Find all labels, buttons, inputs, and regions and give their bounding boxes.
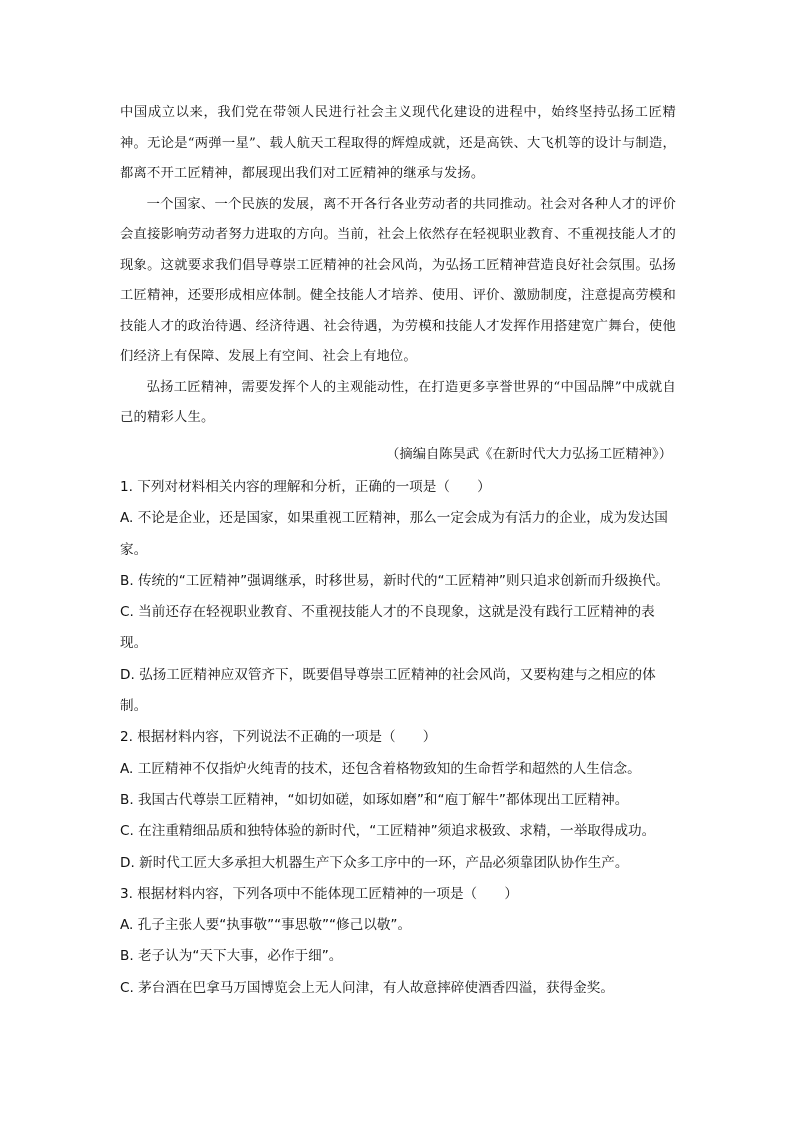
question-1-stem: 1. 下列对材料相关内容的理解和分析，正确的一项是（ ）: [120, 479, 491, 495]
question-3-stem: 3. 根据材料内容，下列各项中不能体现工匠精神的一项是（ ）: [120, 885, 518, 902]
question-1-option-a: A. 不论是企业，还是国家，如果重视工匠精神，那么一定会成为有活力的企业，成为发达国家。: [120, 510, 668, 558]
question-2-option-d: D. 新时代工匠大多承担大机器生产下众多工序中的一环，产品必须靠团队协作生产。: [120, 854, 629, 871]
question-2-option-b: B. 我国古代尊崇工匠精神，“如切如磋，如琢如磨”和“庖丁解牛”都体现出工匠精神。: [120, 791, 629, 808]
question-1-option-b: B. 传统的“工匠精神”强调继承，时移世易，新时代的“工匠精神”则只追求创新而升级换代。: [120, 572, 670, 589]
question-3-option-b: B. 老子认为“天下大事，必作于细”。: [120, 948, 343, 965]
passage-paragraph-3: 弘扬工匠精神，需要发挥个人的主观能动性，在打造更多享誉世界的“中国品牌”中成就自己的精彩人生。: [120, 379, 676, 425]
reading-passage: [120, 98, 676, 434]
question-1-option-c: C. 当前还存在轻视职业教育、不重视技能人才的不良现象，这就是没有践行工匠精神的表现。: [120, 604, 655, 652]
question-2-option-a: A. 工匠精神不仅指炉火纯青的技术，还包含着格物致知的生命哲学和超然的人生信念。: [120, 760, 641, 777]
question-3-option-c: C. 茅台酒在巴拿马万国博览会上无人问津，有人故意摔碎使酒香四溢，获得金奖。: [120, 979, 614, 996]
question-2-stem: 2. 根据材料内容，下列说法不正确的一项是（ ）: [120, 729, 437, 746]
passage-paragraph-1: 中国成立以来，我们党在带领人民进行社会主义现代化建设的进程中，始终坚持弘扬工匠精神。无论是“两弹一星”、载人航天工程取得的辉煌成就，还是高铁、大飞机等的设计与制造，都离不开工匠精神，都展现出我们对工匠精神的继承与发扬。: [120, 105, 676, 181]
passage-paragraph-2: 一个国家、一个民族的发展，离不开各行各业劳动者的共同推动。社会对各种人才的评价会直接影响劳动者努力进取的方向。当前，社会上依然存在轻视职业教育、不重视技能人才的现象。这就要求我们倡导尊崇工匠精神的社会风尚，为弘扬工匠精神营造良好社会氛围。弘扬工匠精神，还要形成相应体制。健全技能人才培养、使用、评价、激励制度，注意提高劳模和技能人才的政治待遇、经济待遇、社会待遇，为劳模和技能人才发挥作用搭建宽广舞台，使他们经济上有保障、发展上有空间、社会上有地位。: [120, 196, 676, 364]
passage-source-citation: （摘编自陈昊武《在新时代大力弘扬工匠精神》）: [386, 447, 672, 462]
question-1-option-d: D. 弘扬工匠精神应双管齐下，既要倡导尊崇工匠精神的社会风尚，又要构建与之相应的体制。: [120, 666, 656, 715]
question-list: [120, 472, 680, 1004]
question-3-option-a: A. 孔子主张人要“执事敬”“事思敬”“修己以敬”。: [120, 917, 412, 934]
question-2-option-c: C. 在注重精细品质和独特体验的新时代，“工匠精神”须追求极致、求精，一举取得成功。: [120, 823, 656, 840]
